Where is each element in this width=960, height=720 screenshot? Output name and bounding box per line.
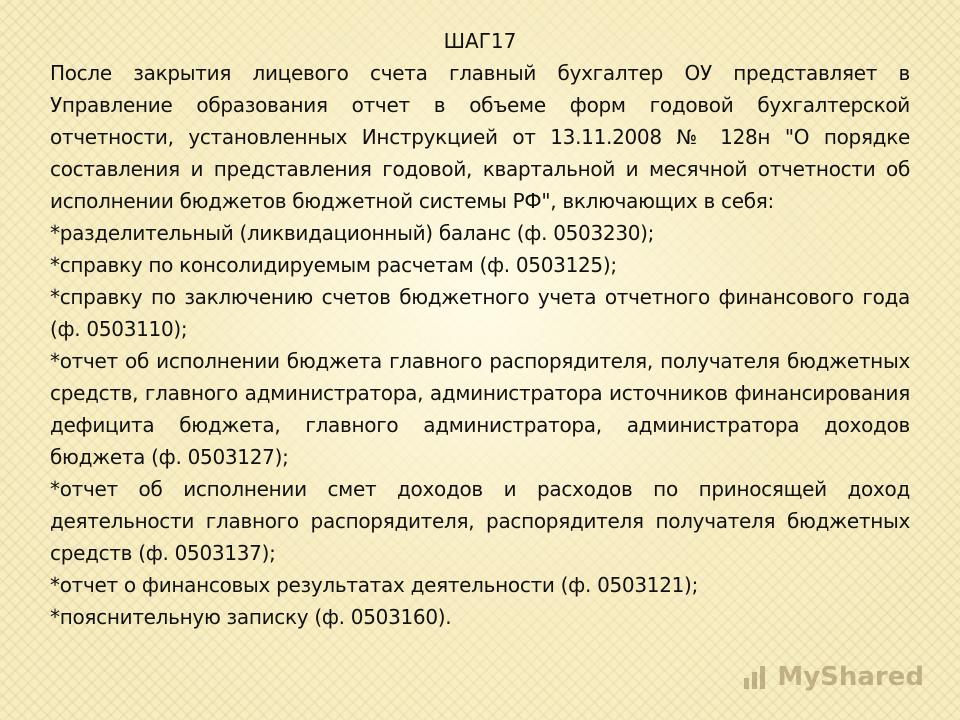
watermark-logo-icon	[741, 662, 771, 692]
intro-paragraph: После закрытия лицевого счета главный бухгалтер ОУ представляет в Управление образования отчет в объеме форм годовой бухгалтерской отчетности, установленных Инструкцией от 13.11.2008 № 128н "О порядке составления и представления годовой, квартальной и месячной отчетности об исполнении бюджетов бюджетной системы РФ", включающих в себя:	[50, 61, 910, 213]
list-item: *отчет об исполнении смет доходов и расходов по приносящей доход деятельности главного распорядителя, распорядителя получателя бюджетных средств (ф. 0503137);	[50, 477, 910, 565]
watermark	[741, 662, 924, 692]
slide-title: ШАГ17	[443, 29, 517, 53]
list-item: *отчет об исполнении бюджета главного распорядителя, получателя бюджетных средств, главного администратора, администратора источников финансирования дефицита бюджета, главного администратора, администратора доходов бюджета (ф. 0503127);	[50, 349, 910, 469]
watermark-text: MyShared	[777, 662, 924, 692]
list-item: *справку по заключению счетов бюджетного учета отчетного финансового года (ф. 0503110);	[50, 285, 910, 341]
list-item: *отчет о финансовых результатах деятельности (ф. 0503121);	[50, 573, 699, 597]
list-item: *разделительный (ликвидационный) баланс (ф. 0503230);	[50, 221, 655, 245]
list-item: *справку по консолидируемым расчетам (ф. 0503125);	[50, 253, 617, 277]
list-item: *пояснительную записку (ф. 0503160).	[50, 605, 452, 629]
slide-content	[50, 26, 910, 633]
